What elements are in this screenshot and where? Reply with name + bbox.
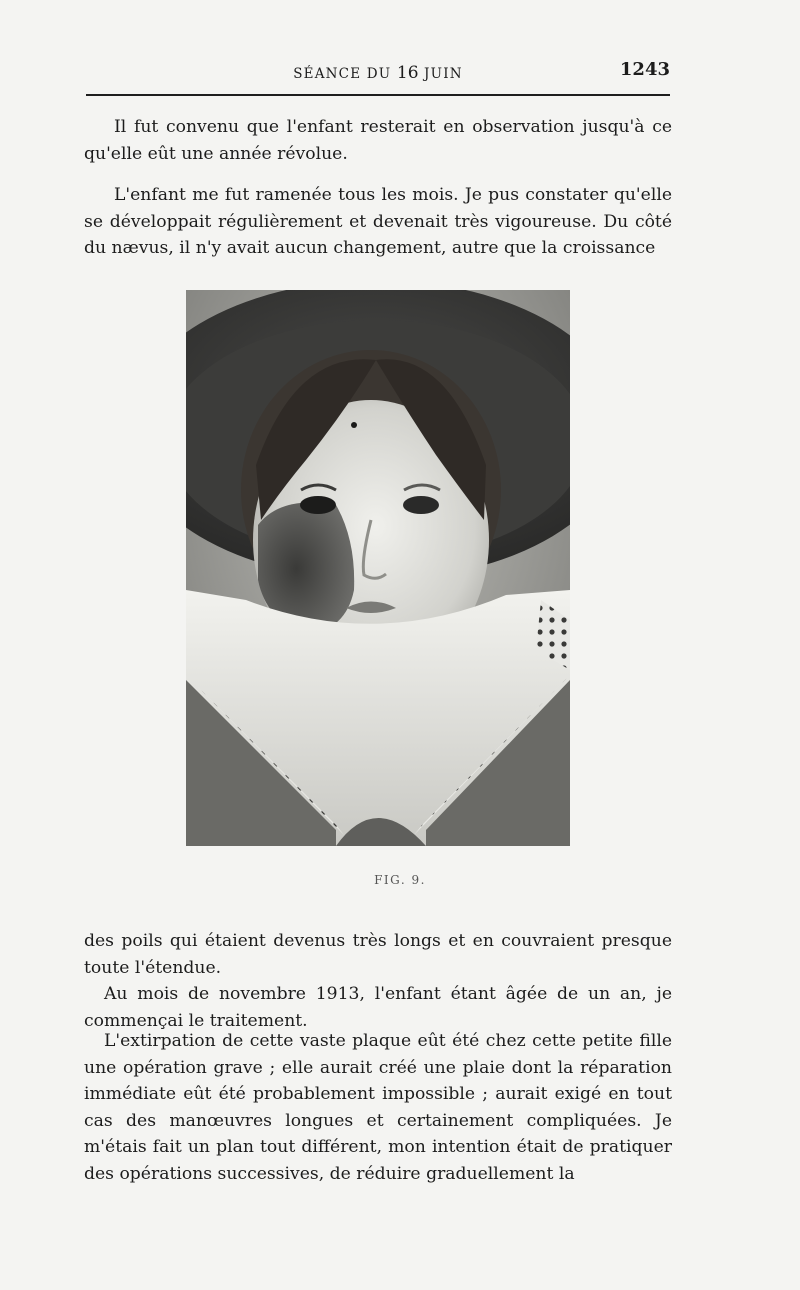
page-number: 1243 xyxy=(619,59,670,80)
header-rule xyxy=(86,94,670,96)
paragraph-treatment-start: Au mois de novembre 1913, l'enfant étant âgée de un an, je commençai le traitement. xyxy=(84,984,672,1031)
running-head-title xyxy=(84,63,672,83)
child-portrait-image xyxy=(186,290,570,846)
running-head-day: 16 xyxy=(396,63,419,83)
running-head-month: JUIN xyxy=(424,66,463,82)
figure-caption: FIG. 9. xyxy=(374,873,426,887)
paragraph-extirpation: L'extirpation de cette vaste plaque eût été chez cette petite fille une opération grave ; elle aurait créé une plaie dont la réparation immédiate eût été probablement impossible ; aurait exigé en tout cas des manœuvres longues et certainement compliquées. Je m'étais fait un plan tout différent, mon intention était de pratiquer des opérations successives, de réduire graduellement la xyxy=(84,1031,672,1184)
running-head xyxy=(84,58,672,82)
figure-photograph xyxy=(186,290,570,846)
running-head-prefix: SÉANCE DU xyxy=(293,66,392,82)
paragraph-monthly-visits: L'enfant me fut ramenée tous les mois. Je pus constater qu'elle se développait régulièrement et devenait très vigoureuse. Du côté du nævus, il n'y avait aucun changement, autre que la croissance xyxy=(84,185,672,259)
paragraph-hair-growth: des poils qui étaient devenus très longs et en couvraient presque toute l'étendue. xyxy=(84,931,672,978)
paragraph-observation: Il fut convenu que l'enfant resterait en observation jusqu'à ce qu'elle eût une année révolue. xyxy=(84,117,672,164)
